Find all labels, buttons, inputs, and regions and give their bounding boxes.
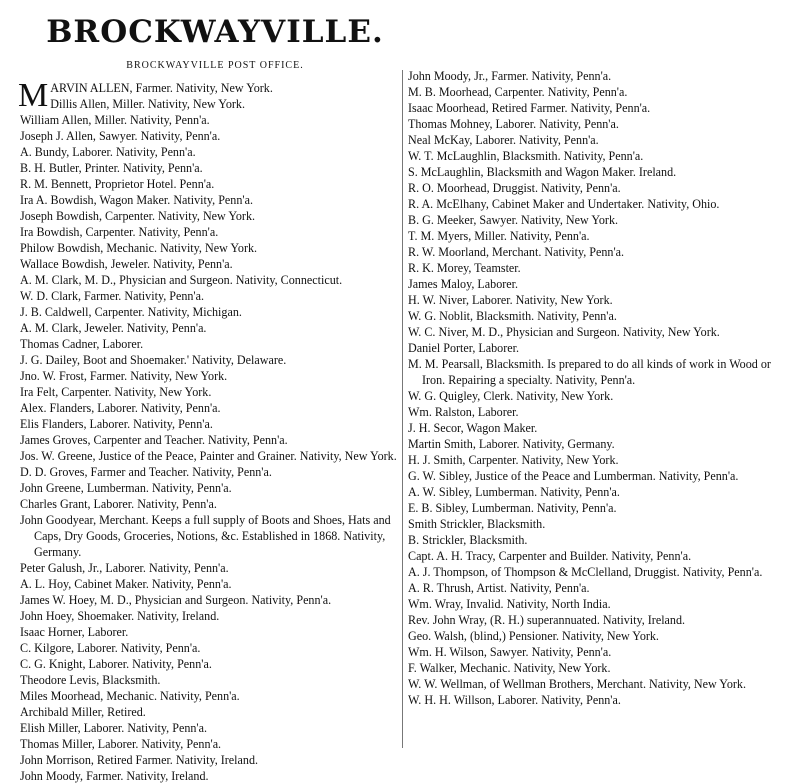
- directory-entry: James Groves, Carpenter and Teacher. Nativity, Penn'a.: [20, 433, 288, 447]
- directory-entry: Dillis Allen, Miller. Nativity, New York.: [50, 97, 245, 111]
- directory-entry: W. G. Quigley, Clerk. Nativity, New York.: [408, 389, 614, 403]
- directory-entry: W. W. Wellman, of Wellman Brothers, Merchant. Nativity, New York.: [408, 677, 746, 691]
- directory-entry: John Goodyear, Merchant. Keeps a full supply of Boots and Shoes, Hats and Caps, Dry Goods, Groceries, Notions, &c. Established in 1868. Nativity, Germany.: [20, 513, 391, 559]
- directory-entry: Jos. W. Greene, Justice of the Peace, Painter and Grainer. Nativity, New York.: [20, 449, 397, 463]
- directory-entry: Ira A. Bowdish, Wagon Maker. Nativity, Penn'a.: [20, 193, 253, 207]
- directory-entry: Philow Bowdish, Mechanic. Nativity, New York.: [20, 241, 258, 255]
- directory-entry: C. G. Knight, Laborer. Nativity, Penn'a.: [20, 657, 212, 671]
- directory-entry: Thomas Cadner, Laborer.: [20, 337, 144, 351]
- directory-entry: J. H. Secor, Wagon Maker.: [408, 421, 538, 435]
- directory-entry: Elish Miller, Laborer. Nativity, Penn'a.: [20, 721, 207, 735]
- right-entry-list: [408, 68, 788, 708]
- directory-entry: Isaac Moorhead, Retired Farmer. Nativity, Penn'a.: [408, 101, 651, 115]
- directory-entry: R. A. McElhany, Cabinet Maker and Undertaker. Nativity, Ohio.: [408, 197, 720, 211]
- page-title: BROCKWAYVILLE.: [46, 14, 384, 50]
- column-divider: [402, 70, 403, 748]
- directory-entry: Elis Flanders, Laborer. Nativity, Penn'a.: [20, 417, 213, 431]
- directory-entry: A. R. Thrush, Artist. Nativity, Penn'a.: [408, 581, 590, 595]
- entry-text: ARVIN ALLEN, Farmer. Nativity, New York.: [50, 81, 273, 95]
- directory-entry: J. B. Caldwell, Carpenter. Nativity, Michigan.: [20, 305, 242, 319]
- directory-entry: R. W. Moorland, Merchant. Nativity, Penn'a.: [408, 245, 625, 259]
- directory-entry: Isaac Horner, Laborer.: [20, 625, 129, 639]
- directory-entry: John Greene, Lumberman. Nativity, Penn'a.: [20, 481, 232, 495]
- directory-entry: Theodore Levis, Blacksmith.: [20, 673, 161, 687]
- directory-entry: William Allen, Miller. Nativity, Penn'a.: [20, 113, 210, 127]
- directory-entry: A. Bundy, Laborer. Nativity, Penn'a.: [20, 145, 196, 159]
- directory-entry: A. J. Thompson, of Thompson & McClelland, Druggist. Nativity, Penn'a.: [408, 565, 763, 579]
- directory-entry: B. H. Butler, Printer. Nativity, Penn'a.: [20, 161, 203, 175]
- directory-entry: H. J. Smith, Carpenter. Nativity, New York.: [408, 453, 619, 467]
- directory-entry: Peter Galush, Jr., Laborer. Nativity, Penn'a.: [20, 561, 229, 575]
- directory-entry: F. Walker, Mechanic. Nativity, New York.: [408, 661, 611, 675]
- directory-entry: A. M. Clark, Jeweler. Nativity, Penn'a.: [20, 321, 207, 335]
- directory-entry: Capt. A. H. Tracy, Carpenter and Builder. Nativity, Penn'a.: [408, 549, 692, 563]
- directory-entry: James Maloy, Laborer.: [408, 277, 519, 291]
- directory-entry: Wm. H. Wilson, Sawyer. Nativity, Penn'a.: [408, 645, 612, 659]
- directory-entry: John Morrison, Retired Farmer. Nativity, Ireland.: [20, 753, 259, 767]
- directory-entry: B. Strickler, Blacksmith.: [408, 533, 528, 547]
- directory-entry: C. Kilgore, Laborer. Nativity, Penn'a.: [20, 641, 201, 655]
- left-column: [18, 77, 400, 784]
- directory-entry: Joseph J. Allen, Sawyer. Nativity, Penn'a.: [20, 129, 221, 143]
- directory-entry: A. M. Clark, M. D., Physician and Surgeon. Nativity, Connecticut.: [20, 273, 343, 287]
- directory-entry: R. O. Moorhead, Druggist. Nativity, Penn'a.: [408, 181, 621, 195]
- directory-entry: Wallace Bowdish, Jeweler. Nativity, Penn'a.: [20, 257, 233, 271]
- directory-entry: T. M. Myers, Miller. Nativity, Penn'a.: [408, 229, 590, 243]
- directory-entry: R. K. Morey, Teamster.: [408, 261, 521, 275]
- directory-entry: H. W. Niver, Laborer. Nativity, New York.: [408, 293, 613, 307]
- directory-entry: W. C. Niver, M. D., Physician and Surgeon. Nativity, New York.: [408, 325, 720, 339]
- directory-entry: Daniel Porter, Laborer.: [408, 341, 520, 355]
- post-office-heading: BROCKWAYVILLE POST OFFICE.: [126, 60, 304, 71]
- directory-entry: Thomas Mohney, Laborer. Nativity, Penn'a.: [408, 117, 619, 131]
- directory-entry: Martin Smith, Laborer. Nativity, Germany.: [408, 437, 615, 451]
- directory-entry: Rev. John Wray, (R. H.) superannuated. Nativity, Ireland.: [408, 613, 686, 627]
- drop-cap: M: [18, 77, 49, 114]
- directory-entry: R. M. Bennett, Proprietor Hotel. Penn'a.: [20, 177, 215, 191]
- directory-entry: John Moody, Jr., Farmer. Nativity, Penn'a.: [408, 69, 612, 83]
- directory-entry: J. G. Dailey, Boot and Shoemaker.' Nativity, Delaware.: [20, 353, 287, 367]
- directory-entry: A. L. Hoy, Cabinet Maker. Nativity, Penn'a.: [20, 577, 232, 591]
- directory-entry: Alex. Flanders, Laborer. Nativity, Penn'a.: [20, 401, 221, 415]
- directory-entry: Ira Bowdish, Carpenter. Nativity, Penn'a.: [20, 225, 219, 239]
- directory-entry: John Hoey, Shoemaker. Nativity, Ireland.: [20, 609, 220, 623]
- directory-entry: S. McLaughlin, Blacksmith and Wagon Maker. Ireland.: [408, 165, 677, 179]
- directory-entry: James W. Hoey, M. D., Physician and Surgeon. Nativity, Penn'a.: [20, 593, 332, 607]
- directory-entry: W. D. Clark, Farmer. Nativity, Penn'a.: [20, 289, 205, 303]
- directory-entry: Thomas Miller, Laborer. Nativity, Penn'a.: [20, 737, 222, 751]
- directory-entry: Smith Strickler, Blacksmith.: [408, 517, 546, 531]
- directory-entry: Joseph Bowdish, Carpenter. Nativity, New York.: [20, 209, 256, 223]
- right-column: [408, 68, 788, 708]
- directory-entry: Miles Moorhead, Mechanic. Nativity, Penn'a.: [20, 689, 240, 703]
- directory-entry: W. G. Noblit, Blacksmith. Nativity, Penn'a.: [408, 309, 617, 323]
- directory-entry: M. M. Pearsall, Blacksmith. Is prepared to do all kinds of work in Wood or Iron. Repairing a specialty. Nativity, Penn'a.: [408, 357, 771, 387]
- directory-entry: M. B. Moorhead, Carpenter. Nativity, Penn'a.: [408, 85, 628, 99]
- directory-entry: Archibald Miller, Retired.: [20, 705, 146, 719]
- directory-entry: John Moody, Farmer. Nativity, Ireland.: [20, 769, 209, 783]
- directory-entry: W. T. McLaughlin, Blacksmith. Nativity, Penn'a.: [408, 149, 644, 163]
- directory-entry: Wm. Ralston, Laborer.: [408, 405, 519, 419]
- directory-entry: W. H. H. Willson, Laborer. Nativity, Penn'a.: [408, 693, 621, 707]
- directory-entry: Neal McKay, Laborer. Nativity, Penn'a.: [408, 133, 599, 147]
- directory-entry: Charles Grant, Laborer. Nativity, Penn'a.: [20, 497, 217, 511]
- directory-entry: A. W. Sibley, Lumberman. Nativity, Penn'a.: [408, 485, 620, 499]
- directory-entry: E. B. Sibley, Lumberman. Nativity, Penn'a.: [408, 501, 617, 515]
- directory-entry: Wm. Wray, Invalid. Nativity, North India.: [408, 597, 611, 611]
- directory-entry: B. G. Meeker, Sawyer. Nativity, New York.: [408, 213, 619, 227]
- directory-entry: D. D. Groves, Farmer and Teacher. Nativity, Penn'a.: [20, 465, 272, 479]
- directory-entry: Jno. W. Frost, Farmer. Nativity, New York.: [20, 369, 228, 383]
- left-entry-list: [20, 96, 400, 784]
- directory-entry: Geo. Walsh, (blind,) Pensioner. Nativity, New York.: [408, 629, 659, 643]
- directory-entry: Ira Felt, Carpenter. Nativity, New York.: [20, 385, 212, 399]
- directory-entry: G. W. Sibley, Justice of the Peace and Lumberman. Nativity, Penn'a.: [408, 469, 739, 483]
